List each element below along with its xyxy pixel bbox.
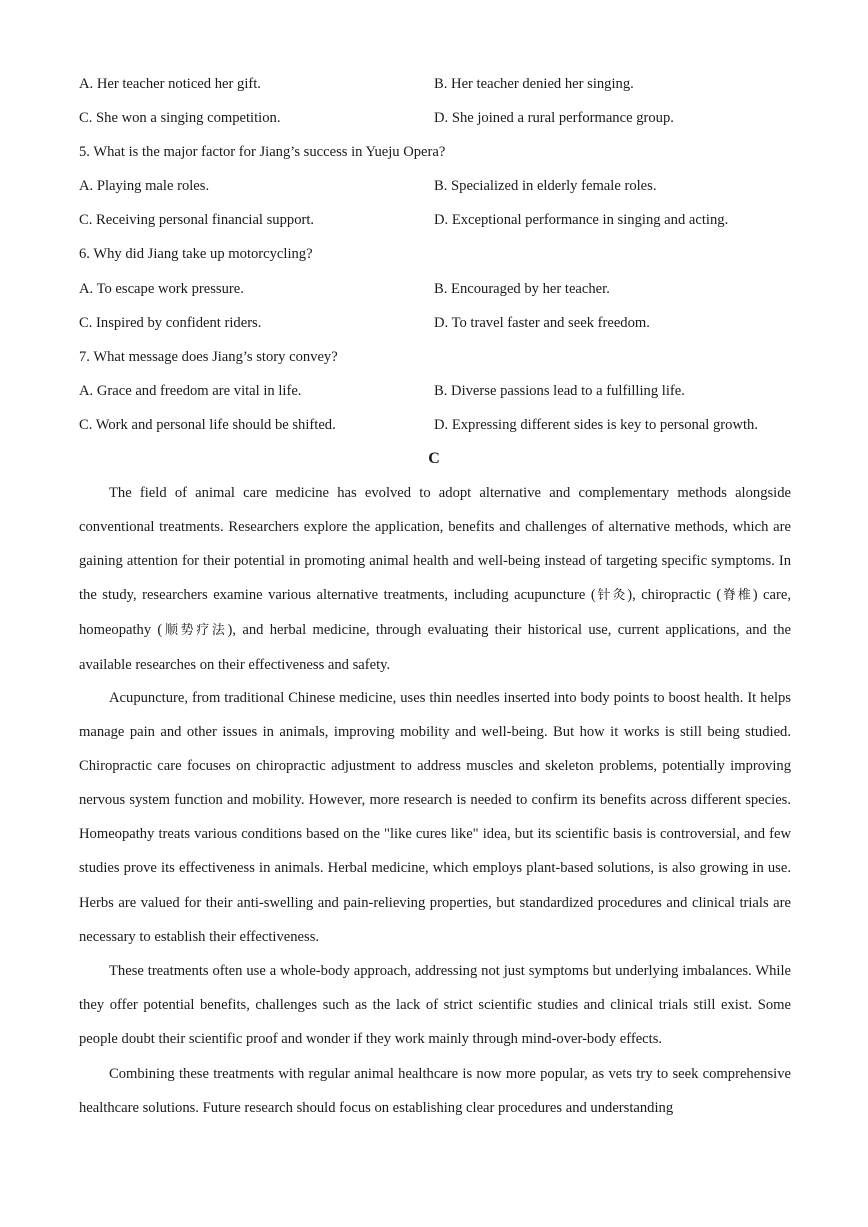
p1-text-d: ), and herbal medicine, through evaluating their historical use, current applications, and the available researches on their effectiveness and safety.	[79, 622, 791, 674]
p1-text-c: ) care, homeopathy (	[79, 587, 791, 639]
passage-paragraph-3: These treatments often use a whole-body approach, addressing not just symptoms but underlying imbalances. While they offer potential benefits, challenges such as the lack of strict scientific studies and clinical trials still exist. Some people doubt their scientific proof and wonder if they work mainly through mind-over-body effects.	[79, 963, 791, 1048]
q6-option-row-2	[79, 306, 791, 340]
q4-option-row-2	[79, 101, 791, 135]
passage-paragraph-4: Combining these treatments with regular animal healthcare is now more popular, as vets try to seek comprehensive healthcare solutions. Future research should focus on establishing clear procedures and understanding	[79, 1066, 791, 1117]
q6-stem: 6. Why did Jiang take up motorcycling?	[79, 246, 313, 262]
q4-option-c: C. She won a singing competition.	[79, 110, 281, 126]
q6-option-a: A. To escape work pressure.	[79, 281, 244, 297]
q5-option-row-2	[79, 203, 791, 237]
q4-option-b: B. Her teacher denied her singing.	[434, 76, 634, 92]
section-heading: C	[428, 450, 440, 467]
q7-option-a: A. Grace and freedom are vital in life.	[79, 383, 302, 399]
q5-option-b: B. Specialized in elderly female roles.	[434, 178, 657, 194]
passage-paragraph-2: Acupuncture, from traditional Chinese medicine, uses thin needles inserted into body points to boost health. It helps manage pain and other issues in animals, improving mobility and well-being. But how it works is still being studied. Chiropractic care focuses on chiropractic adjustment to address muscles and skeleton problems, potentially improving nervous system function and mobility. However, more research is needed to confirm its benefits across different species. Homeopathy treats various conditions based on the "like cures like" idea, but its scientific basis is controversial, and few studies prove its effectiveness in animals. Herbal medicine, which employs plant-based solutions, is also growing in use. Herbs are valued for their anti-swelling and pain-relieving properties, but standardized procedures and clinical trials are necessary to establish their effectiveness.	[79, 690, 791, 945]
q5-option-d: D. Exceptional performance in singing and acting.	[434, 212, 729, 228]
q6-option-row-1	[79, 272, 791, 306]
p1-text-a: The field of animal care medicine has evolved to adopt alternative and complementary methods alongside conventional treatments. Researchers explore the application, benefits and challenges of alternative methods, which are gaining attention for their potential in promoting animal health and well-being instead of targeting specific symptoms. In the study, researchers examine various alternative treatments, including acupuncture (	[79, 485, 791, 604]
p1-text-b: ), chiropractic (	[627, 587, 722, 604]
q7-stem: 7. What message does Jiang’s story convey?	[79, 349, 338, 365]
q4-option-row-1	[79, 67, 791, 101]
passage-paragraph-1	[79, 476, 791, 683]
p1-cjk-homeopathy: 顺势疗法	[162, 623, 228, 639]
q5-option-c: C. Receiving personal financial support.	[79, 212, 315, 228]
q5-option-a: A. Playing male roles.	[79, 178, 210, 194]
q7-option-c: C. Work and personal life should be shifted.	[79, 417, 336, 433]
q4-option-a: A. Her teacher noticed her gift.	[79, 76, 261, 92]
q7-option-row-1	[79, 374, 791, 408]
p1-cjk-acupuncture: 针灸	[595, 588, 628, 604]
q6-option-d: D. To travel faster and seek freedom.	[434, 315, 650, 331]
q5-option-row-1	[79, 169, 791, 203]
q6-option-c: C. Inspired by confident riders.	[79, 315, 262, 331]
q5-stem: 5. What is the major factor for Jiang’s success in Yueju Opera?	[79, 144, 446, 160]
q7-option-d: D. Expressing different sides is key to personal growth.	[434, 417, 758, 433]
q7-option-row-2	[79, 408, 791, 442]
q6-option-b: B. Encouraged by her teacher.	[434, 281, 610, 297]
q4-option-d: D. She joined a rural performance group.	[434, 110, 674, 126]
p1-cjk-chiropractic: 脊椎	[721, 588, 753, 604]
q7-option-b: B. Diverse passions lead to a fulfilling life.	[434, 383, 685, 399]
